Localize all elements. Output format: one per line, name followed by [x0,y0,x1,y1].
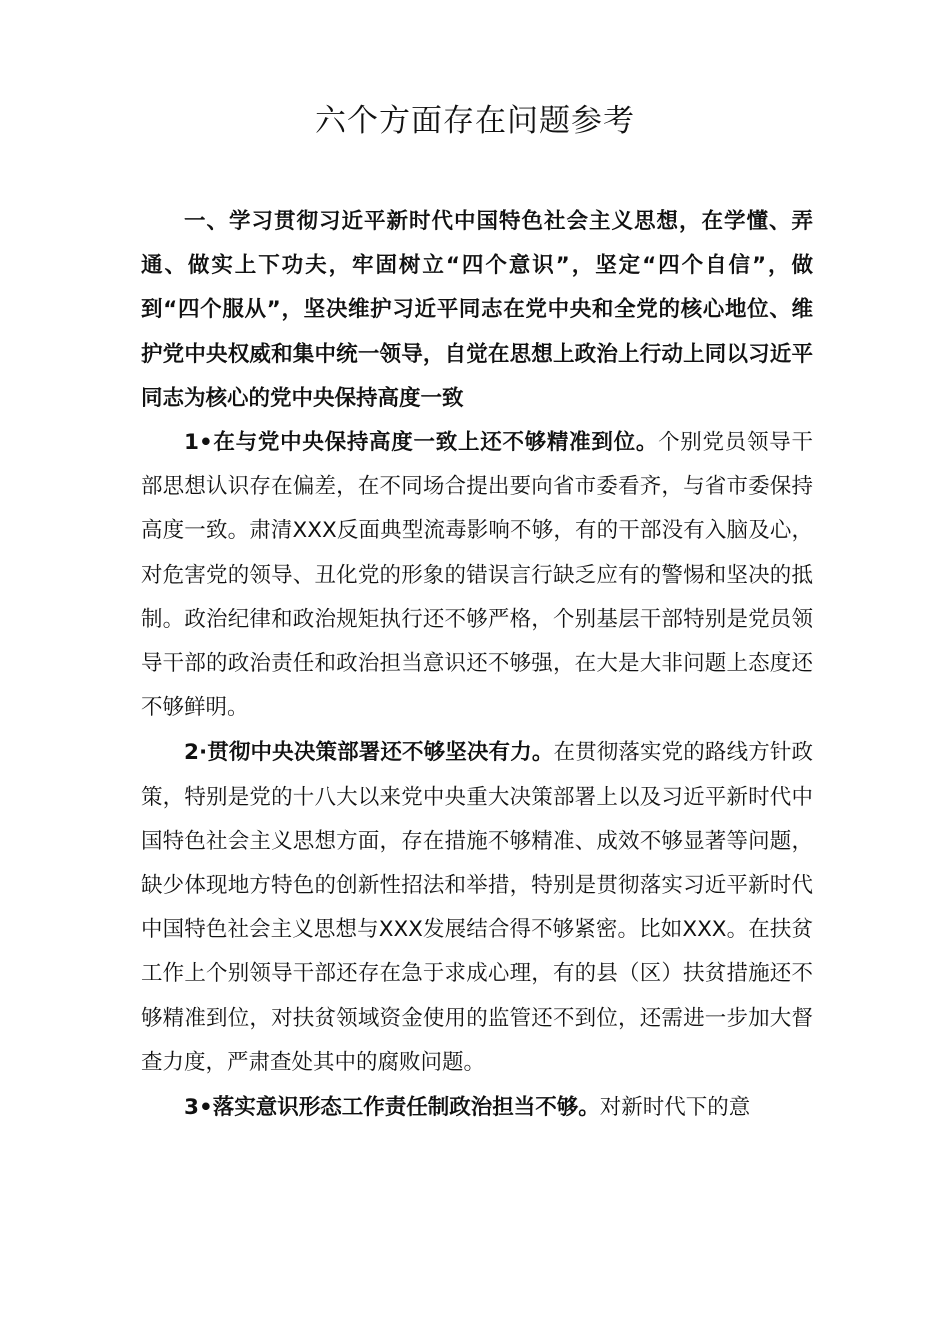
item-3-body: 对新时代下的意 [599,1095,751,1121]
item-3-lead: 3•落实意识形态工作责任制政治担当不够。 [184,1095,600,1121]
item-2-body: 在贯彻落实党的路线方针政策，特别是党的十八大以来党中央重大决策部署上以及习近平新时代中国特色社会主义思想方面，存在措施不够精准、成效不够显著等问题，缺少体现地方特色的创新性招法和举措，特别是贯彻落实习近平新时代中国特色社会主义思想与XXX发展结合得不够紧密。比如XXX。在扶贫工作上个别领导干部还存在急于求成心理，有的县（区）扶贫措施还不够精准到位，对扶贫领域资金使用的监管还不到位，还需进一步加大督查力度，严肃查处其中的腐败问题。 [141,740,813,1075]
item-2-paragraph [141,731,813,1085]
item-3-paragraph [141,1086,813,1130]
item-1-lead: 1•在与党中央保持高度一致上还不够精准到位。 [184,430,659,456]
item-1-paragraph [141,421,813,730]
item-2-lead: 2·贯彻中央决策部署还不够坚决有力。 [184,740,554,766]
item-1-body: 个别党员领导干部思想认识存在偏差，在不同场合提出要向省市委看齐，与省市委保持高度一致。肃清XXX反面典型流毒影响不够，有的干部没有入脑及心，对危害党的领导、丑化党的形象的错误言行缺乏应有的警惕和坚决的抵制。政治纪律和政治规矩执行还不够严格，个别基层干部特别是党员领导干部的政治责任和政治担当意识还不够强，在大是大非问题上态度还不够鲜明。 [141,430,813,721]
document-body [141,200,813,1130]
document-title: 六个方面存在问题参考 [315,103,635,139]
section-heading: 一、学习贯彻习近平新时代中国特色社会主义思想，在学懂、弄通、做实上下功夫，牢固树立“四个意识”，坚定“四个自信”，做到“四个服从”，坚决维护习近平同志在党中央和全党的核心地位、维护党中央权威和集中统一领导，自觉在思想上政治上行动上同以习近平同志为核心的党中央保持高度一致 [141,209,813,411]
